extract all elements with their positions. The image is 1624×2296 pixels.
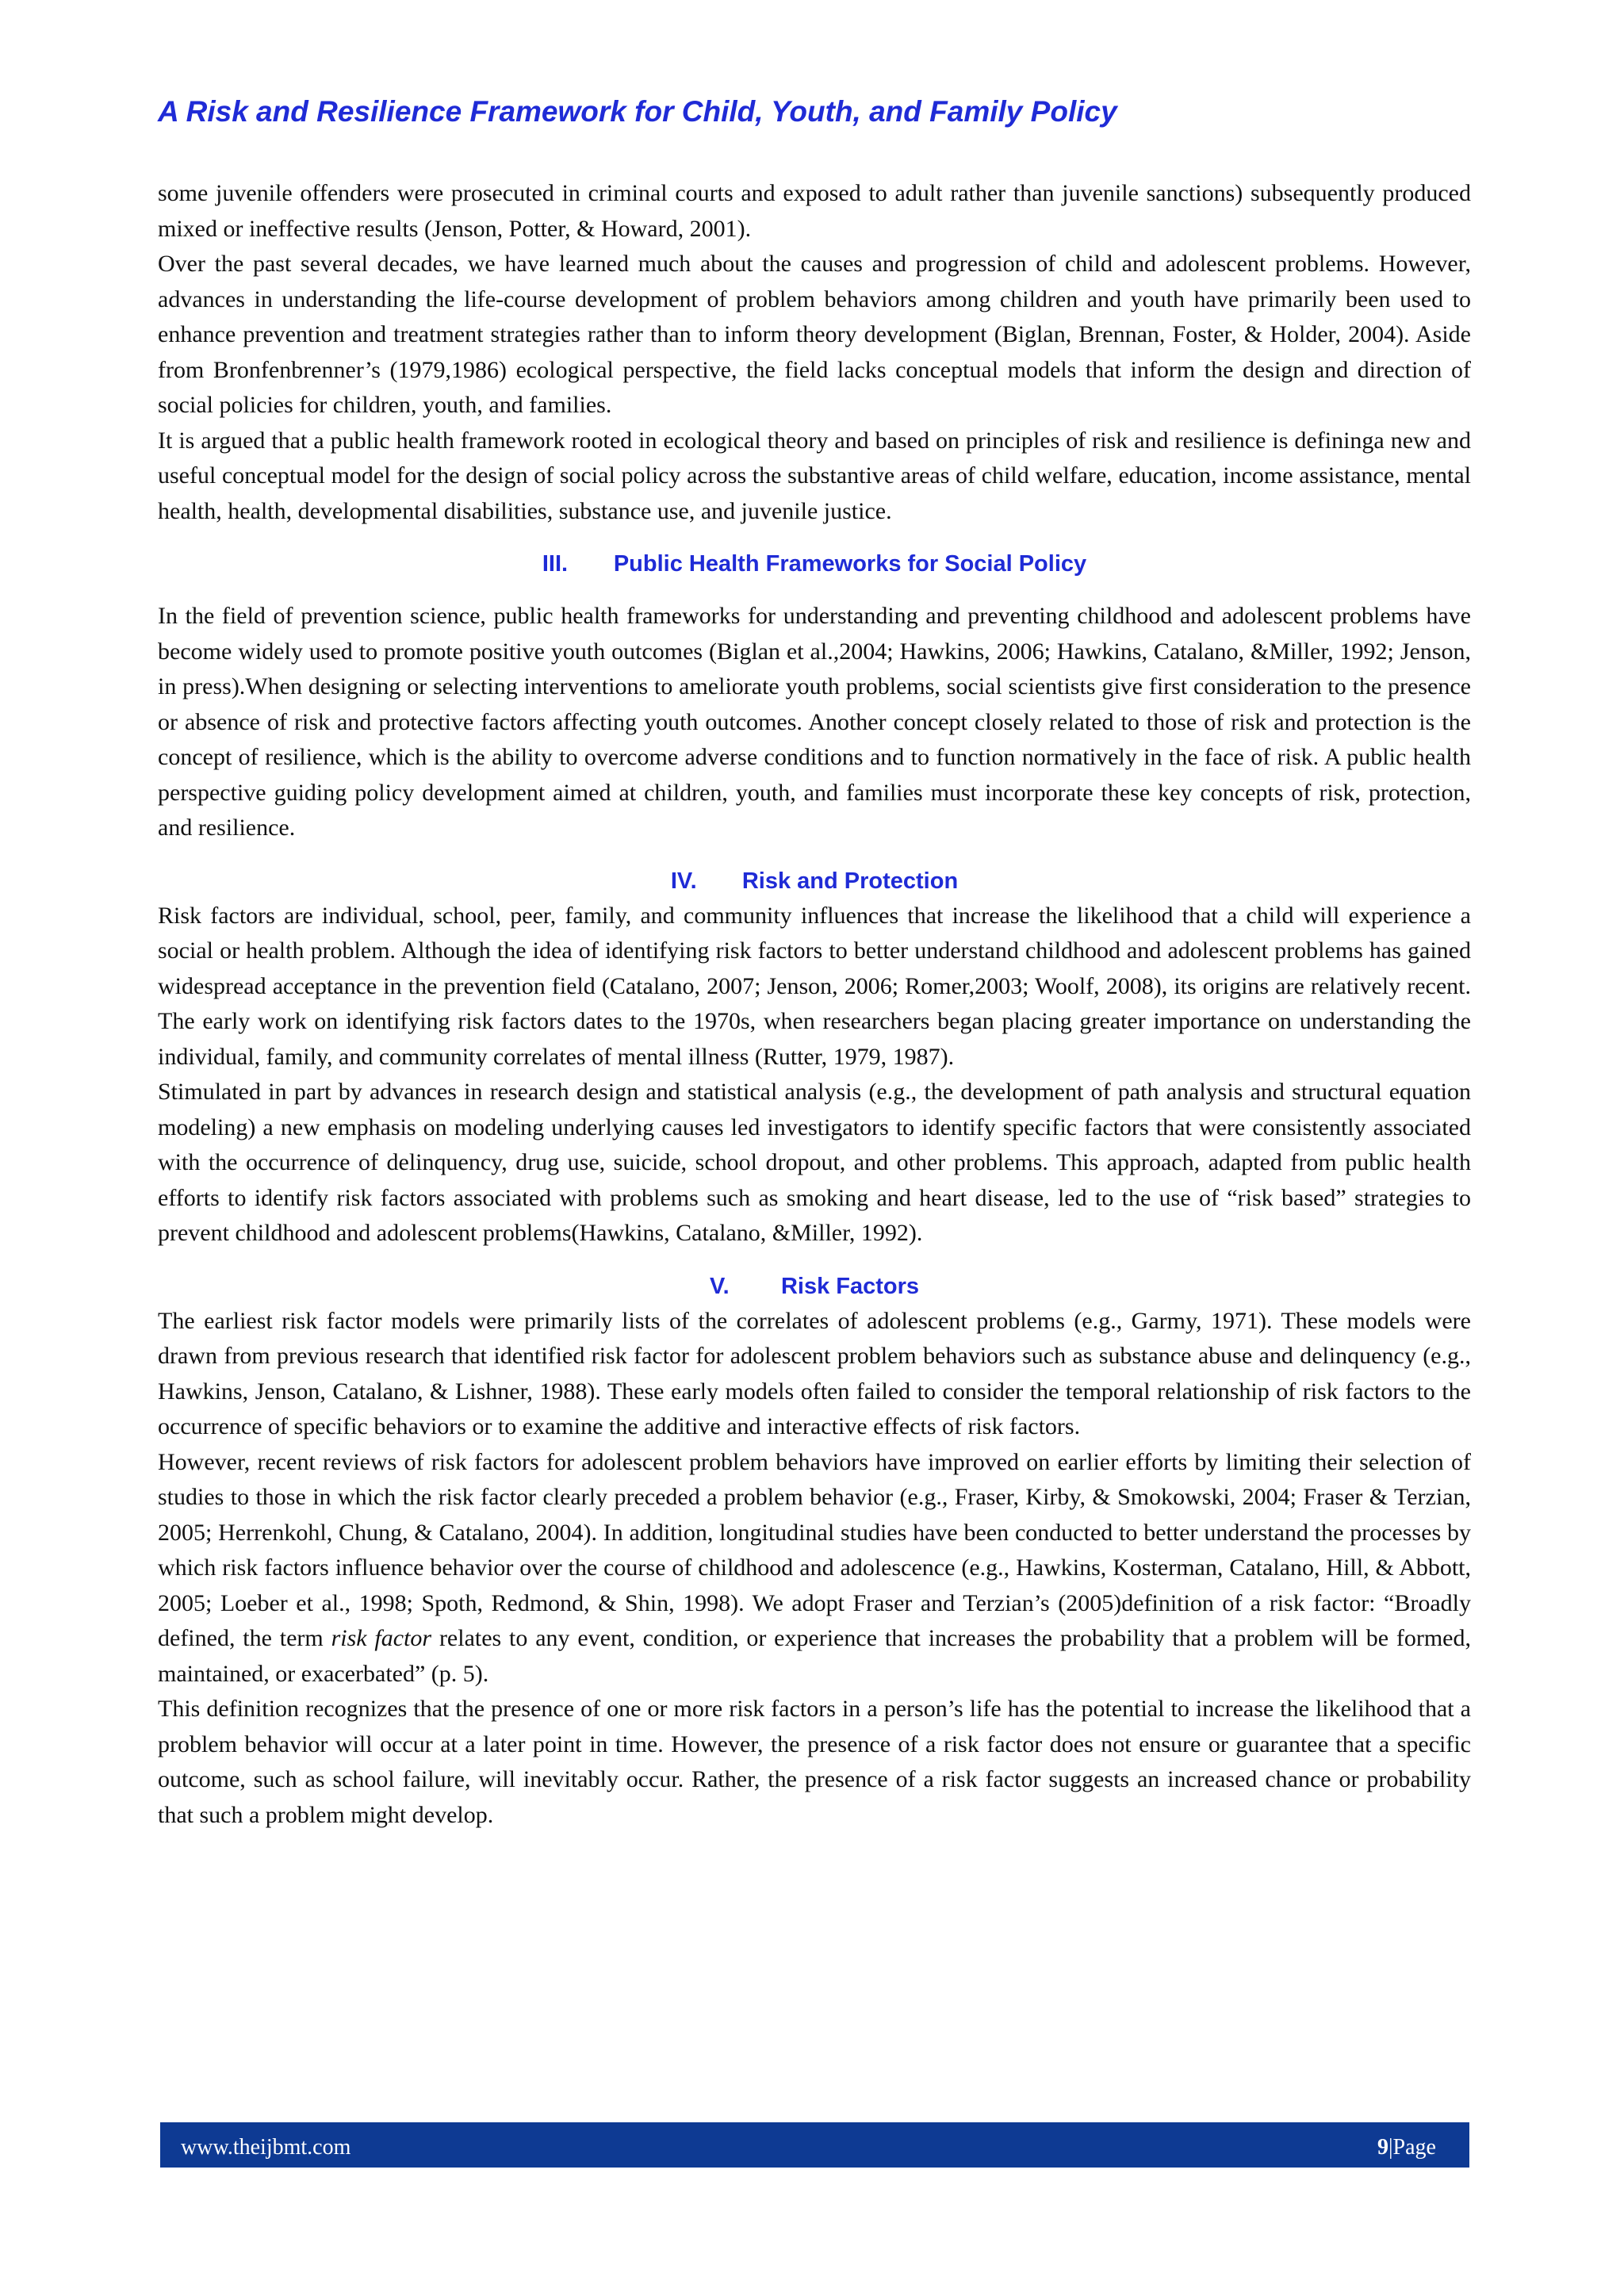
section-title: Public Health Frameworks for Social Policy [613,551,1087,577]
paragraph: This definition recognizes that the presence of one or more risk factors in a person’s life has the potential to increase the likelihood that a problem behavior will occur at a later point in time. However, the presence of a risk factor does not ensure or guarantee that a specific outcome, such as school failure, will inevitably occur. Rather, the presence of a risk factor suggests an increased chance or probability that such a problem might develop. [158,1696,1471,1828]
article-body [158,176,1471,1833]
section-number: III. [542,551,569,577]
paragraph: Risk factors are individual, school, peer, family, and community influences that increase the likelihood that a child will experience a social or health problem. Although the idea of identifying risk factors to better understand childhood and adolescent problems has gained widespread acceptance in the prevention field (Catalano, 2007; Jenson, 2006; Romer,2003; Woolf, 2008), its origins are relatively recent. The early work on identifying risk factors dates to the 1970s, when researchers began placing greater importance on understanding the individual, family, and community correlates of mental illness (Rutter, 1979, 1987). [158,902,1471,1070]
section-number: V. [709,1273,730,1299]
section-number: IV. [670,868,697,894]
section-title: Risk Factors [780,1273,920,1299]
paragraph [158,1445,1471,1692]
paragraph: some juvenile offenders were prosecuted in criminal courts and exposed to adult rather than juvenile sanctions) subsequently produced mixed or ineffective results (Jenson, Potter, & Howard, 2001). [158,180,1471,242]
page-label: |Page [1388,2135,1436,2160]
footer-bar [160,2122,1469,2168]
paragraph: In the field of prevention science, public health frameworks for understanding and preventing childhood and adolescent problems have become widely used to promote positive youth outcomes (Biglan et al.,2004; Hawkins, 2006; Hawkins, Catalano, &Miller, 1992; Jenson, in press).When designing or selecting interventions to ameliorate youth problems, social scientists give first consideration to the presence or absence of risk and protective factors affecting youth outcomes. Another concept closely related to those of risk and protection is the concept of resilience, which is the ability to overcome adverse conditions and to function normatively in the face of risk. A public health perspective guiding policy development aimed at children, youth, and families must incorporate these key concepts of risk, protection, and resilience. [158,603,1471,841]
section-heading-v [158,1269,1471,1304]
page-indicator [1377,2135,1436,2160]
section-title: Risk and Protection [741,868,959,894]
paragraph: It is argued that a public health framework rooted in ecological theory and based on principles of risk and resilience is defininga new and useful conceptual model for the design of social policy across the substantive areas of child welfare, education, income assistance, mental health, health, developmental disabilities, substance use, and juvenile justice. [158,427,1471,524]
paragraph-text: However, recent reviews of risk factors for adolescent problem behaviors have improved on earlier efforts by limiting their selection of studies to those in which the risk factor clearly preceded a problem behavior (e.g., Fraser, Kirby, & Smokowski, 2004; Fraser & Terzian, 2005; Herrenkohl, Chung, & Catalano, 2004). In addition, longitudinal studies have been conducted to better understand the processes by which risk factors influence behavior over the course of childhood and adolescence (e.g., Hawkins, Kosterman, Catalano, Hill, & Abbott, 2005; Loeber et al., 1998; Spoth, Redmond, & Shin, 1998). We adopt Fraser and Terzian’s (2005)definition of a risk factor: “Broadly defined, the term [158,1448,1471,1651]
paragraph: Over the past several decades, we have learned much about the causes and progression of child and adolescent problems. However, advances in understanding the life-course development of problem behaviors among children and youth have primarily been used to enhance prevention and treatment strategies rather than to inform theory development (Biglan, Brennan, Foster, & Holder, 2004). Aside from Bronfenbrenner’s (1979,1986) ecological perspective, the field lacks conceptual models that inform the design and direction of social policies for children, youth, and families. [158,251,1471,418]
footer-url-link[interactable]: www.theijbmt.com [181,2135,351,2160]
paragraph: The earliest risk factor models were primarily lists of the correlates of adolescent problems (e.g., Garmy, 1971). These models were drawn from previous research that identified risk factor for adolescent problem behaviors such as substance abuse and delinquency (e.g., Hawkins, Jenson, Catalano, & Lishner, 1988). These early models often failed to consider the temporal relationship of risk factors to the occurrence of specific behaviors or to examine the additive and interactive effects of risk factors. [158,1307,1471,1439]
paragraph: Stimulated in part by advances in research design and statistical analysis (e.g., the development of path analysis and structural equation modeling) a new emphasis on modeling underlying causes led investigators to identify specific factors that were consistently associated with the occurrence of delinquency, drug use, suicide, school dropout, and other problems. This approach, adapted from public health efforts to identify risk factors associated with problems such as smoking and heart disease, led to the use of “risk based” strategies to prevent childhood and adolescent problems(Hawkins, Catalano, &Miller, 1992). [158,1079,1471,1246]
running-title: A Risk and Resilience Framework for Child, Youth, and Family Policy [158,95,1117,128]
italic-term: risk factor [331,1625,432,1651]
section-heading-iii [158,546,1471,581]
page-number: 9 [1377,2135,1388,2160]
paragraph-text: relates to any event, condition, or experience that increases the probability that a problem will be formed, maintained, or exacerbated” (p. 5). [158,1625,1471,1687]
section-heading-iv [158,864,1471,899]
